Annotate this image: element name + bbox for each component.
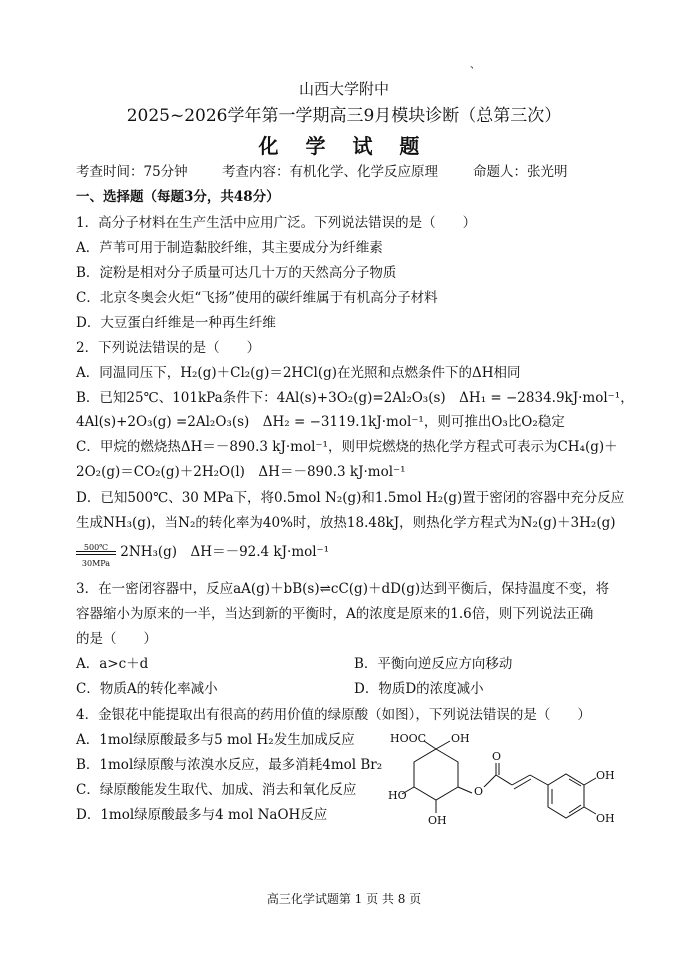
label-o-ester: O <box>474 785 484 798</box>
label-oh-ring2: OH <box>596 812 615 825</box>
q1-stem: 1．高分子材料在生产生活中应用广泛。下列说法错误的是（ ） <box>76 215 477 231</box>
q3-stem-line1: 3．在一密闭容器中，反应aA(g)＋bB(s)⇌cC(g)＋dD(g)达到平衡后，保持温度不变，将 <box>76 581 610 597</box>
label-oh-bottom: OH <box>428 814 447 827</box>
exam-content: 考查内容：有机化学、化学反应原理 <box>222 164 438 180</box>
q1-option-b: B．淀粉是相对分子质量可达几十万的天然高分子物质 <box>76 265 397 281</box>
q2-option-d-equation: 2NH₃(g) ΔH＝－92.4 kJ·mol⁻¹ <box>120 544 330 560</box>
q3-options-row1 <box>76 655 636 673</box>
exam-time: 考查时间：75分钟 <box>76 164 188 180</box>
q2-option-d-line2: 生成NH₃(g)，当N₂的转化率为40%时，放热18.48kJ，则热化学方程式为N₂(g)＋3H₂(g) <box>76 515 616 531</box>
label-o-carbonyl: O <box>492 750 502 763</box>
corner-mark: 、 <box>470 60 480 71</box>
q2-option-b-line2: 4Al(s)+2O₃(g) =2Al₂O₃(s) ΔH₂ = −3119.1kJ·mol⁻¹，则可推出O₃比O₂稳定 <box>76 414 565 430</box>
label-ho-left: HO <box>388 789 407 802</box>
q4-option-b: B．1mol绿原酸与浓溴水反应，最多消耗4mol Br₂ <box>76 757 383 773</box>
q4-stem: 4．金银花中能提取出有很高的药用价值的绿原酸（如图），下列说法错误的是（ ） <box>76 707 591 723</box>
q4-option-d: D．1mol绿原酸最多与4 mol NaOH反应 <box>76 807 328 823</box>
q3-option-a: A．a>c＋d <box>76 656 149 672</box>
q2-option-b-line1: B．已知25℃、101kPa条件下：4Al(s)+3O₂(g)=2Al₂O₃(s) ΔH₁ = −2834.9kJ·mol⁻¹， <box>76 390 634 406</box>
arrow-condition-top: 500℃ <box>83 542 109 552</box>
q2-option-c-line2: 2O₂(g)＝CO₂(g)＋2H₂O(l) ΔH＝－890.3 kJ·mol⁻¹ <box>76 464 406 480</box>
q1-option-d: D．大豆蛋白纤维是一种再生纤维 <box>76 315 276 331</box>
q3-option-b: B．平衡向逆反应方向移动 <box>354 656 513 672</box>
q2-option-d-line1: D．已知500℃、30 MPa下，将0.5mol N₂(g)和1.5mol H₂(g)置于密闭的容器中充分反应 <box>76 490 625 506</box>
label-oh-ring1: OH <box>596 769 615 782</box>
q3-options-row2 <box>76 680 636 698</box>
q2-option-d-line3 <box>76 542 330 568</box>
q4-option-c: C．绿原酸能发生取代、加成、消去和氧化反应 <box>76 782 357 798</box>
q1-option-a: A．芦苇可用于制造黏胶纤维，其主要成分为纤维素 <box>76 240 383 256</box>
q3-option-c: C．物质A的转化率减小 <box>76 681 218 697</box>
page-footer: 高三化学试题第 1 页 共 8 页 <box>266 892 422 906</box>
exam-author: 命题人：张光明 <box>473 164 568 180</box>
school-name: 山西大学附中 <box>298 80 389 98</box>
q3-stem-line2: 容器缩小为原来的一半，当达到新的平衡时，A的浓度是原来的1.6倍，则下列说法正确 <box>76 606 594 622</box>
label-oh-top: OH <box>451 732 470 745</box>
exam-info <box>76 163 616 181</box>
section-title: 一、选择题（每题3分，共48分） <box>76 189 280 205</box>
q1-option-c: C．北京冬奥会火炬“飞扬”使用的碳纤维属于有机高分子材料 <box>76 290 438 306</box>
label-hooc: HOOC <box>390 732 427 745</box>
q3-option-d: D．物质D的浓度减小 <box>354 681 484 697</box>
equilibrium-arrow <box>76 542 116 568</box>
benzene-ring <box>548 774 584 818</box>
arrow-condition-bottom: 30MPa <box>81 558 111 568</box>
q2-option-c-line1: C．甲烷的燃烧热ΔH＝－890.3 kJ·mol⁻¹，则甲烷燃烧的热化学方程式可表示为CH₄(g)＋ <box>76 439 618 455</box>
q2-option-a: A．同温同压下，H₂(g)＋Cl₂(g)＝2HCl(g)在光照和点燃条件下的ΔH相同 <box>76 365 521 381</box>
q2-stem: 2．下列说法错误的是（ ） <box>76 340 261 356</box>
arrow-bar-upper <box>76 551 116 552</box>
cyclohexane-ring <box>414 749 458 800</box>
q4-option-a: A．1mol绿原酸最多与5 mol H₂发生加成反应 <box>76 732 355 748</box>
subject-title: 化 学 试 题 <box>258 134 430 158</box>
q3-stem-line3: 的是（ ） <box>76 631 157 647</box>
chlorogenic-acid-structure <box>388 727 618 829</box>
exam-title: 2025~2026学年第一学期高三9月模块诊断（总第三次） <box>126 106 562 126</box>
